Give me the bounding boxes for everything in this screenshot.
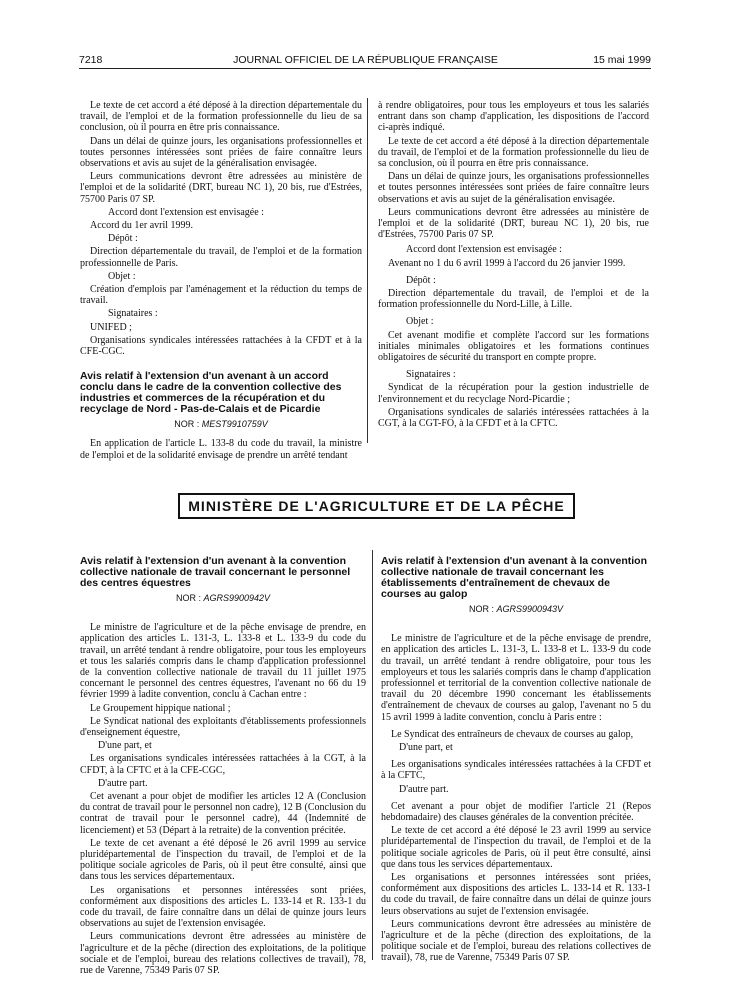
signataire-item: UNIFED ; <box>90 321 132 333</box>
paragraph: Le ministre de l'agriculture et de la pêche envisage de prendre, en application des articles L. 131-3, L. 133-8 et L. 133-9 du code du travail, un arrêté tendant à rendre obligatoire, pour tous les employeurs et tous les salariés compris dans le champ d'application professionnel de la convention collective nationale de travail du 11 juillet 1975 concernant le personnel des centres équestres, l'avenant no 66 du 19 février 1999 à ladite convention, conclu à Cachan entre : <box>80 622 366 701</box>
accord-label: Accord dont l'extension est envisagée : <box>108 206 264 218</box>
column-divider-top <box>367 98 368 443</box>
party: Les organisations syndicales intéressées rattachées à la CGT, à la CFDT, à la CFTC et à la CFE-CGC, <box>80 753 366 776</box>
nor-label: NOR : <box>174 419 200 430</box>
article-title: Avis relatif à l'extension d'un avenant à la convention collective nationale de travail concernant le personnel des centres équestres <box>80 555 351 589</box>
paragraph: Cet avenant a pour objet de modifier l'article 21 (Repos hebdomadaire) des clauses générales de la convention précitée. <box>381 800 651 824</box>
paragraph: Les organisations et personnes intéressées sont priées, conformément aux dispositions des articles L. 133-14 et R. 133-1 du code du travail, de faire connaître dans un délai de quinze jours leurs observations au sujet de l'extension envisagée. <box>80 884 366 930</box>
party: Le Groupement hippique national ; <box>90 702 231 714</box>
bottom-right-column <box>381 556 651 966</box>
signataire-item: Organisations syndicales de salariés intéressées rattachées à la CGT, à la CGT-FO, à la CFDT et à la CFTC. <box>378 406 649 430</box>
paragraph: Cet avenant a pour objet de modifier les articles 12 A (Conclusion du contrat de travail pour le personnel non cadre), 12 B (Conclusion du contrat de travail pour le personnel cadre), 44 (Indemnité de licenciement) et 53 (Départ à la retraite) de la convention précitée. <box>80 791 366 836</box>
objet-value: Création d'emplois par l'aménagement et la réduction du temps de travail. <box>80 284 362 307</box>
bottom-left-column <box>80 556 366 978</box>
journal-title: JOURNAL OFFICIEL DE LA RÉPUBLIQUE FRANÇAISE <box>233 54 498 66</box>
accord-value: Avenant no 1 du 6 avril 1999 à l'accord du 26 janvier 1999. <box>388 257 626 269</box>
signataires-label: Signataires : <box>108 308 158 320</box>
paragraph: Leurs communications devront être adressées au ministère de l'emploi et de la solidarité (DRT, bureau NC 1), 20 bis, rue d'Estrées, 75700 Paris 07 SP. <box>80 171 362 205</box>
dune-part: D'une part, et <box>399 742 453 754</box>
objet-label: Objet : <box>406 316 434 328</box>
dautre-part: D'autre part. <box>98 777 148 789</box>
objet-value: Cet avenant modifie et complète l'accord sur les formations initiales minimales obligatoires et les formations continues obligatoires de sécurité du transport en compte propre. <box>378 329 649 364</box>
objet-label: Objet : <box>108 270 136 282</box>
nor-label: NOR : <box>468 604 494 614</box>
signataires-label: Signataires : <box>406 369 456 381</box>
signataire-item: Syndicat de la récupération pour la gestion industrielle de l'environnement et du recyclage Nord-Picardie ; <box>378 382 649 405</box>
article-title: Avis relatif à l'extension d'un avenant à un accord conclu dans le cadre de la convention collective des industries et commerces de la récupération et du recyclage de Nord - Pas-de-Calais et de Picardie <box>80 370 342 416</box>
ministry-heading: MINISTÈRE DE L'AGRICULTURE ET DE LA PÊCHE <box>178 493 575 519</box>
nor-label: NOR : <box>175 593 201 603</box>
nor-code: AGRS9900943V <box>496 604 564 614</box>
header-rule <box>79 68 651 69</box>
nor-reference <box>80 419 362 430</box>
depot-value: Direction départementale du travail, de l'emploi et de la formation professionnelle du Nord-Lille, à Lille. <box>378 288 649 311</box>
dautre-part: D'autre part. <box>399 783 449 795</box>
accord-label: Accord dont l'extension est envisagée : <box>406 244 562 256</box>
paragraph: Le ministre de l'agriculture et de la pêche envisage de prendre, en application des articles L. 131-3, L. 133-8 et L. 133-9 du code du travail, un arrêté tendant à rendre obligatoire, pour tous les employeurs et tous les salariés compris dans le champ d'application professionnel et territorial de la convention collective nationale de travail du 20 décembre 1990 concernant les établissements d'entraînement de chevaux de courses au galop, l'avenant no 5 du 15 avril 1999 à ladite convention, conclu à Paris entre : <box>381 633 651 723</box>
depot-label: Dépôt : <box>406 274 436 286</box>
issue-date: 15 mai 1999 <box>593 54 651 66</box>
article-title: Avis relatif à l'extension d'un avenant à la convention collective nationale de travail concernant les établissements d'entraînement de chevaux de courses au galop <box>381 555 648 600</box>
column-divider-bottom <box>372 550 373 960</box>
top-right-column <box>378 100 649 431</box>
paragraph: Leurs communications devront être adressées au ministère de l'emploi et de la solidarité (DRT, bureau NC 1), 20 bis, rue d'Estrées, 75700 Paris 07 SP. <box>378 206 649 241</box>
party: Le Syndicat des entraîneurs de chevaux de courses au galop, <box>391 728 634 740</box>
paragraph: à rendre obligatoires, pour tous les employeurs et tous les salariés entrant dans son champ d'application, les dispositions de l'accord ci-après indiqué. <box>378 100 649 134</box>
party: Le Syndicat national des exploitants d'établissements professionnels d'enseignement équestre, <box>80 715 366 739</box>
paragraph: Le texte de cet accord a été déposé à la direction départementale du travail, de l'emploi et de la formation professionnelle du lieu de sa conclusion, où il pourra en être pris connaissance. <box>80 100 362 134</box>
paragraph: Les organisations et personnes intéressées sont priées, conformément aux dispositions des articles L. 133-14 et R. 133-1 du code du travail, de faire connaître dans un délai de quinze jours leurs observations au sujet de l'extension envisagée. <box>381 872 651 917</box>
depot-value: Direction départementale du travail, de l'emploi et de la formation professionnelle de Paris. <box>80 246 362 269</box>
paragraph: Dans un délai de quinze jours, les organisations professionnelles et toutes personnes intéressées sont priées de faire connaître leurs observations et avis au sujet de la généralisation envisagée. <box>378 171 649 205</box>
paragraph: Dans un délai de quinze jours, les organisations professionnelles et toutes personnes intéressées sont priées de faire connaître leurs observations et avis au sujet de la généralisation envisagée. <box>80 135 362 170</box>
accord-value: Accord du 1er avril 1999. <box>90 220 194 232</box>
depot-label: Dépôt : <box>108 233 138 245</box>
paragraph: En application de l'article L. 133-8 du code du travail, la ministre de l'emploi et de la solidarité envisage de prendre un arrêté tendant <box>80 438 362 461</box>
party: Les organisations syndicales intéressées rattachées à la CFDT et à la CFTC, <box>381 759 651 782</box>
nor-reference <box>381 604 651 615</box>
paragraph: Leurs communications devront être adressées au ministère de l'agriculture et de la pêche (direction des exploitations, de la politique sociale et de l'emploi, bureau des relations collectives de travail), 78, rue de Varenne, 75349 Paris 07 SP. <box>381 918 651 964</box>
paragraph: Le texte de cet avenant a été déposé le 26 avril 1999 au service pluridépartemental de l'inspection du travail, de l'emploi et de la politique sociale agricoles de Paris, où il peut être consulté, ainsi que dans tous les services départementaux. <box>80 837 366 883</box>
nor-code: MESТ9910759V <box>201 419 268 430</box>
paragraph: Le texte de cet accord a été déposé à la direction départementale du travail, de l'emploi et de la formation professionnelle du lieu de sa conclusion, où il pourra en être pris connaissance. <box>378 135 649 170</box>
paragraph: Leurs communications devront être adressées au ministère de l'agriculture et de la pêche (direction des exploitations, de la politique sociale et de l'emploi, bureau des relations collectives de travail), 78, rue de Varenne, 75349 Paris 07 SP. <box>80 931 366 977</box>
nor-reference <box>80 593 366 604</box>
top-left-column <box>80 100 362 463</box>
paragraph: Le texte de cet accord a été déposé le 23 avril 1999 au service pluridépartemental de l'inspection du travail, de l'emploi et de la politique sociale agricoles de Paris, où il peut être consulté, ainsi que dans tous les services départementaux. <box>381 825 651 870</box>
nor-code: AGRS9900942V <box>203 593 271 603</box>
dune-part: D'une part, et <box>98 740 152 752</box>
signataire-item: Organisations syndicales intéressées rattachées à la CFDT et à la CFE-CGC. <box>80 334 362 358</box>
page-number: 7218 <box>79 54 103 66</box>
